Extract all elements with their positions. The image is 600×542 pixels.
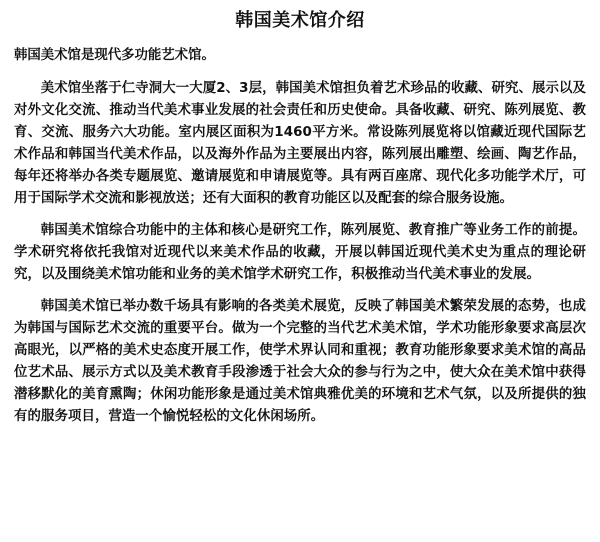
paragraph-research: 韩国美术馆综合功能中的主体和核心是研究工作，陈列展览、教育推广等业务工作的前提。学术研究将依托我馆对近现代以来美术作品的收藏，开展以韩国近现代美术史为重点的理论研究，以及围绕美术馆功能和业务的美术馆学术研究工作，积极推动当代美术事业的发展。 [14,223,586,282]
paragraph-exhibitions-role: 韩国美术馆已举办数千场具有影响的各类美术展览，反映了韩国美术繁荣发展的态势，也成为韩国与国际艺术交流的重要平台。做为一个完整的当代艺术美术馆，学术功能形象要求高层次高眼光，以严格的美术史态度开展工作，使学术界认同和重视；教育功能形象要求美术馆的高品位艺术品、展示方式以及美术教育手段渗透于社会大众的参与行为之中，使大众在美术馆中获得潜移默化的美育熏陶；休闲功能形象是通过美术馆典雅优美的环境和艺术气氛，以及所提供的独有的服务项目，营造一个愉悦轻松的文化休闲场所。 [14,299,586,424]
document-title: 韩国美术馆介绍 [235,10,365,31]
paragraph-location-functions: 美术馆坐落于仁寺洞大一大厦2、3层，韩国美术馆担负着艺术珍品的收藏、研究、展示以及对外文化交流、推动当代美术事业发展的社会责任和历史使命。具备收藏、研究、陈列展览、教育、交流、服务六大功能。室内展区面积为1460平方米。常设陈列展览将以馆藏近现代国际艺术作品和韩国当代美术作品，以及海外作品为主要展出内容，陈列展出雕塑、绘画、陶艺作品，每年还将举办各类专题展览、邀请展览和申请展览等。具有两百座席、现代化多功能学术厅，可用于国际学术交流和影视放送；还有大面积的教育功能区以及配套的综合服务设施。 [14,81,586,206]
intro-sentence: 韩国美术馆是现代多功能艺术馆。 [14,48,215,63]
